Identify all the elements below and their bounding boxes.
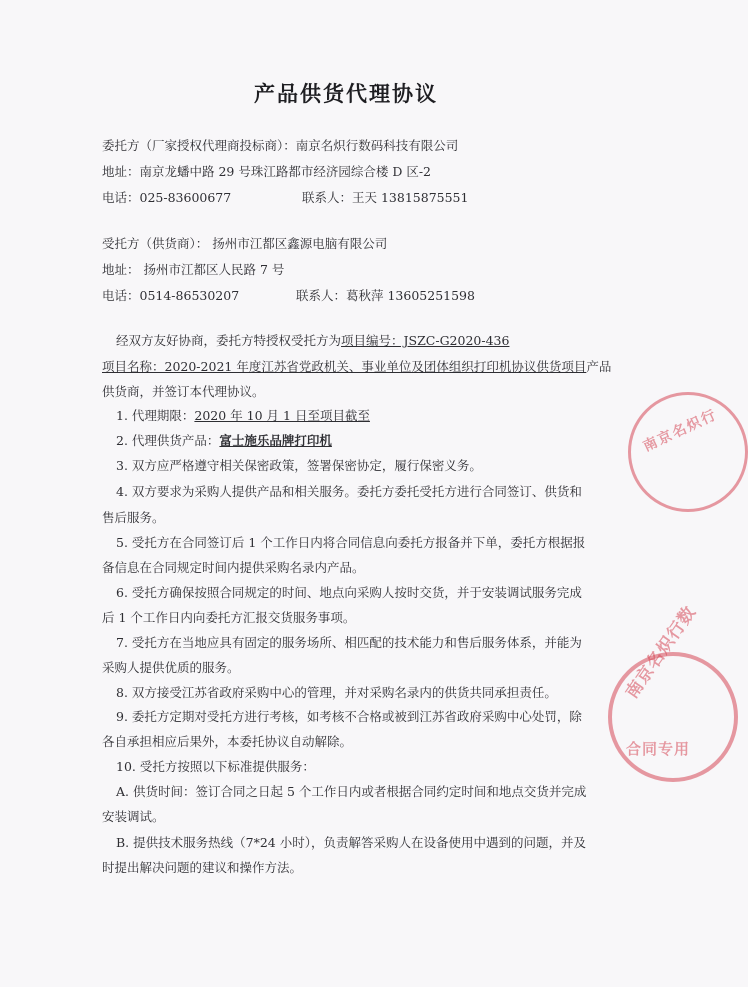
intro-line-2 (102, 359, 611, 375)
principal-phone: 电话：025-83600677 (102, 190, 232, 205)
clause-a-line-2: 安装调试。 (102, 809, 165, 824)
clause-1 (116, 408, 370, 424)
clause-2 (116, 433, 332, 449)
agent-address: 地址： 扬州市江都区人民路 7 号 (102, 262, 285, 277)
principal-address: 地址：南京龙蟠中路 29 号珠江路都市经济园综合楼 D 区-2 (102, 164, 431, 179)
intro-line-3: 供货商，并签订本代理协议。 (102, 384, 265, 399)
clause-b-line-1: B. 提供技术服务热线（7*24 小时），负责解答采购人在设备使用中遇到的问题，并及 (116, 835, 586, 850)
clause-b-line-2: 时提出解决问题的建议和操作方法。 (102, 860, 303, 875)
clause-8: 8. 双方接受江苏省政府采购中心的管理，并对采购名录内的供货共同承担责任。 (116, 685, 557, 700)
agent-phone: 电话：0514-86530207 (102, 288, 240, 303)
clause-7-line-2: 采购人提供优质的服务。 (102, 660, 240, 675)
seal-stamp-lower-text-2: 合同专用 (626, 740, 691, 758)
project-number: 项目编号：JSZC-G2020-436 (341, 333, 510, 348)
seal-stamp-lower (608, 652, 738, 782)
clause-10: 10. 受托方按照以下标准提供服务： (116, 759, 315, 774)
seal-stamp-upper-text: 南京名炽行 (640, 406, 721, 456)
document-title: 产品供货代理协议 (254, 81, 438, 106)
clause-5-line-1: 5. 受托方在合同签订后 1 个工作日内将合同信息向委托方报备并下单，委托方根据报 (116, 535, 586, 550)
clause-1-label: 1. 代理期限： (116, 408, 195, 423)
intro-text-2: 产品 (586, 359, 612, 374)
clause-9-line-2: 各自承担相应后果外，本委托协议自动解除。 (102, 734, 353, 749)
principal-party: 委托方（厂家授权代理商投标商）：南京名炽行数码科技有限公司 (102, 138, 459, 153)
clause-4-line-1: 4. 双方要求为采购人提供产品和相关服务。委托方委托受托方进行合同签订、供货和 (116, 484, 582, 499)
clause-2-value: 富士施乐品牌打印机 (219, 433, 332, 448)
clause-4-line-2: 售后服务。 (102, 510, 165, 525)
principal-contact: 联系人：王天 13815875551 (302, 190, 469, 205)
clause-7-line-1: 7. 受托方在当地应具有固定的服务场所、相匹配的技术能力和售后服务体系，并能为 (116, 635, 582, 650)
intro-line-1 (116, 333, 509, 349)
clause-3: 3. 双方应严格遵守相关保密政策，签署保密协定，履行保密义务。 (116, 458, 482, 473)
clause-2-label: 2. 代理供货产品： (116, 433, 220, 448)
clause-5-line-2: 备信息在合同规定时间内提供采购名录内产品。 (102, 560, 365, 575)
seal-stamp-lower-text-1: 南京名炽行数 (622, 602, 701, 703)
agent-party: 受托方（供货商）： 扬州市江都区鑫源电脑有限公司 (102, 236, 388, 251)
project-name: 项目名称：2020-2021 年度江苏省党政机关、事业单位及团体组织打印机协议供货项目 (102, 359, 587, 374)
intro-text: 经双方友好协商，委托方特授权受托方为 (116, 333, 342, 348)
clause-6-line-2: 后 1 个工作日内向委托方汇报交货服务事项。 (102, 610, 356, 625)
clause-6-line-1: 6. 受托方确保按照合同规定的时间、地点向采购人按时交货，并于安装调试服务完成 (116, 585, 582, 600)
clause-a-line-1: A. 供货时间：签订合同之日起 5 个工作日内或者根据合同约定时间和地点交货并完成 (116, 784, 587, 799)
clause-9-line-1: 9. 委托方定期对受托方进行考核，如考核不合格或被到江苏省政府采购中心处罚，除 (116, 709, 582, 724)
agent-contact: 联系人：葛秋萍 13605251598 (296, 288, 475, 303)
clause-1-value: 2020 年 10 月 1 日至项目截至 (194, 408, 370, 423)
